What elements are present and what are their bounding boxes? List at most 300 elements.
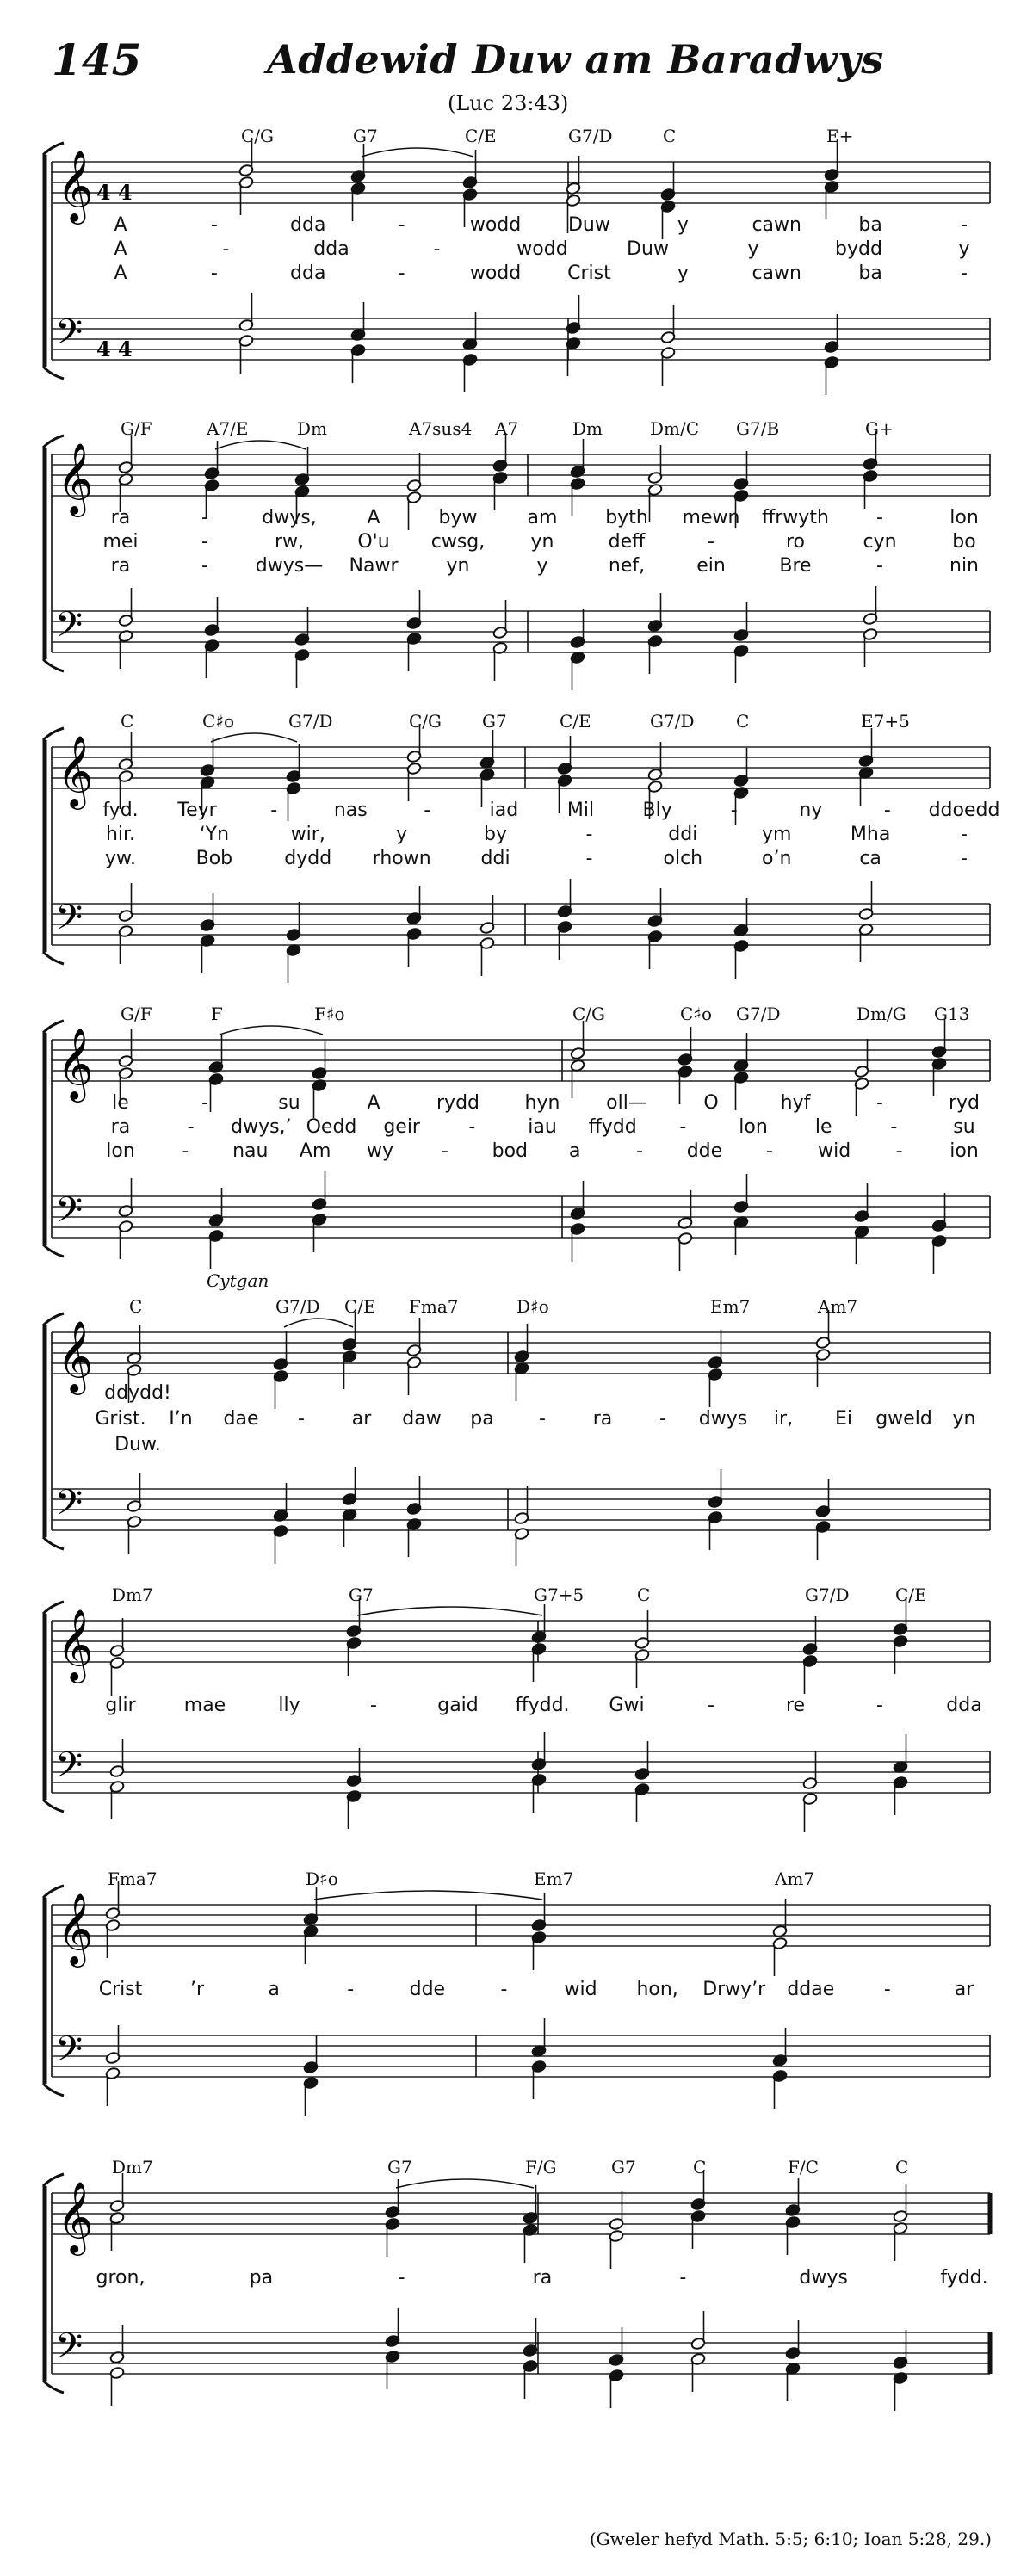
note-icon [570,1222,585,1262]
lyric-syllable: - [222,238,230,260]
chord-symbol: G7 [482,711,507,732]
slur-icon [211,733,297,742]
lyric-syllable: deff [608,531,646,553]
note-icon [109,2211,125,2251]
treble-staff [52,454,990,496]
lyric-syllable: oll— [606,1092,647,1114]
note-icon [514,1486,529,1525]
chord-symbol: G/F [121,1004,152,1024]
lyric-syllable: hir. [105,824,136,845]
lyric-syllable: - [424,800,431,821]
note-icon [286,781,301,821]
chord-symbol: Dm/G [857,1004,906,1024]
note-icon [531,1930,547,1970]
lyric-syllable: Grist. [95,1408,146,1430]
note-icon [570,651,585,690]
chord-symbol: C/G [409,711,442,732]
lyric-syllable: - [539,1408,546,1430]
lyric-syllable: - [201,555,208,577]
chord-symbol: G7+5 [534,1585,585,1605]
lyric-syllable: - [201,1092,208,1114]
lyric-syllable: I’n [169,1408,193,1430]
lyric-syllable: Bly [642,800,672,821]
note-icon [208,1072,224,1112]
lyric-syllable: Nawr [349,555,399,577]
lyric-syllable: Duw. [114,1434,161,1455]
note-icon [342,1350,357,1389]
lyric-syllable: dwys [698,1408,748,1430]
treble-staff [52,1905,990,1946]
note-icon [570,439,585,479]
section-label: Cytgan [207,1270,269,1291]
lyric-syllable: ba [858,214,882,236]
note-icon [479,936,495,976]
note-icon [785,2362,801,2401]
note-icon [479,730,495,769]
note-icon [118,588,133,627]
note-icon [824,355,839,395]
note-icon [690,2352,706,2392]
lyric-syllable: - [961,824,968,845]
lyric-syllable: dwys— [255,555,324,577]
lyric-syllable: rhown [372,848,431,869]
lyric-syllable: - [298,1408,305,1430]
lyric-syllable: dwys [799,2267,848,2289]
chord-symbol: G7/B [736,418,780,439]
note-icon [109,2366,125,2406]
lyric-syllable: y [396,824,408,845]
lyric-syllable: - [679,1116,687,1138]
note-icon [570,609,585,649]
note-icon [204,441,220,480]
chord-symbol: C♯o [680,1004,713,1024]
lyric-syllable: - [636,1140,644,1162]
lyric-syllable: - [441,1140,448,1162]
note-icon [566,337,581,376]
lyric-syllable: - [876,1695,883,1716]
note-icon [557,920,572,960]
note-icon [893,2330,908,2369]
treble-clef-icon: 𝄞 [57,1319,94,1392]
note-icon [492,471,508,510]
lyric-syllable: le [112,1092,129,1114]
lyric-syllable: dae [223,1408,259,1430]
note-icon [647,483,663,522]
note-icon [406,1517,422,1557]
note-icon [273,1524,288,1564]
chord-symbol: G7 [349,1585,374,1605]
note-icon [105,1918,121,1958]
note-icon [609,2191,624,2231]
note-icon [208,1188,224,1227]
note-icon [303,1924,319,1964]
chord-symbol: G/F [121,418,152,439]
note-icon [286,943,301,983]
lyric-syllable: wir, [290,824,325,845]
music-system [0,1579,1033,1838]
treble-staff [52,1621,990,1662]
note-icon [931,1019,947,1059]
note-icon [660,305,676,344]
hymn-title: Addewid Duw am Baradwys [267,36,884,83]
note-icon [462,353,478,392]
chord-symbol: C♯o [202,711,235,732]
note-icon [802,1792,818,1832]
treble-staff [52,2193,990,2234]
lyric-syllable: dda [313,238,349,260]
slur-icon [314,1891,542,1900]
lyric-syllable: A [367,1092,380,1114]
note-icon [208,1229,224,1269]
lyric-syllable: ffrwyth [762,507,829,528]
lyric-syllable: fyd. [102,800,139,821]
note-icon [931,1234,947,1274]
note-icon [531,2018,547,2058]
note-icon [733,1174,749,1214]
note-icon [200,893,215,932]
note-icon [863,627,878,667]
chord-symbol: C/G [572,1004,606,1024]
footnote: (Gweler hefyd Math. 5:5; 6:10; Ioan 5:28, 29.) [589,2529,992,2549]
lyric-syllable: yw. [105,848,136,869]
lyric-syllable: Gwi [609,1695,645,1716]
lyric-syllable: - [961,214,968,236]
chord-symbol: C [637,1585,651,1605]
slur-icon [357,1607,542,1615]
lyric-syllable: dda [946,1695,982,1716]
note-icon [858,881,874,921]
note-icon [647,930,663,969]
note-icon [118,1029,133,1068]
note-icon [863,586,878,626]
note-icon [273,1369,288,1409]
lyric-syllable: Bob [195,848,233,869]
note-icon [931,1193,947,1232]
chord-symbol: C/E [344,1296,376,1317]
chord-symbol: G7/D [275,1296,320,1317]
lyric-syllable: - [890,1116,898,1138]
treble-clef-icon: 𝄞 [57,2180,94,2252]
chord-symbol: A7/E [207,418,249,439]
chord-symbol: Dm7 [112,2157,153,2178]
lyric-syllable: rydd [436,1092,479,1114]
lyric-syllable: Duw [567,214,610,236]
treble-clef-icon: 𝄞 [57,1892,94,1964]
note-icon [350,144,366,183]
lyric-syllable: ffydd. [515,1695,570,1716]
lyric-syllable: nau [232,1140,269,1162]
music-system [0,706,1033,990]
lyric-syllable: mewn [682,507,740,528]
lyric-syllable: - [433,238,441,260]
note-icon [342,1312,357,1351]
lyric-syllable: olch [663,848,703,869]
lyric-syllable: ‘Yn [199,824,230,845]
hymn-header [0,0,1033,120]
music-system [0,120,1033,405]
lyric-syllable: - [679,2267,687,2289]
lyric-syllable: - [500,1979,508,2000]
lyric-syllable: cawn [752,263,801,284]
lyric-syllable: y [677,263,689,284]
bass-clef-icon: 𝄢 [55,604,84,654]
lyric-syllable: - [883,800,891,821]
hymn-number: 145 [52,34,142,85]
lyric-syllable: - [270,800,278,821]
note-icon [531,1604,547,1644]
lyric-syllable: - [659,1408,666,1430]
chord-symbol: Dm [572,418,603,439]
bass-staff [52,1751,990,1793]
lyric-syllable: hyf [780,1092,811,1114]
chord-symbol: F/C [788,2157,819,2178]
note-icon [492,600,508,639]
bass-clef-icon: 𝄢 [55,897,84,947]
bass-clef-icon: 𝄢 [55,1745,84,1795]
chord-symbol: G7/D [650,711,695,732]
slur-icon [362,148,473,157]
lyric-syllable: byw [438,507,478,528]
treble-staff [52,1040,990,1081]
chord-symbol: C/G [241,126,275,146]
chord-symbol: E7+5 [861,711,910,732]
lyric-syllable: iad [489,800,519,821]
lyric-syllable: dda [290,214,326,236]
lyric-syllable: by [484,824,508,845]
treble-staff [52,162,990,203]
treble-staff [52,747,990,788]
note-icon [118,629,133,669]
note-icon [523,2318,538,2357]
note-icon [733,1033,749,1072]
slur-icon [215,441,306,449]
lyric-syllable: - [398,263,405,284]
lyric-syllable: Oedd [306,1116,357,1138]
lyric-syllable: dde [409,1979,446,2000]
note-icon [893,1776,908,1815]
note-icon [863,469,878,509]
note-icon [824,314,839,354]
note-icon [312,1171,327,1211]
note-icon [462,312,478,351]
note-icon [772,2069,788,2109]
lyric-syllable: lon [106,1140,135,1162]
note-icon [733,451,749,491]
note-icon [523,2359,538,2399]
note-icon [109,1618,125,1658]
note-icon [127,1473,142,1513]
note-icon [733,1215,749,1255]
note-icon [854,1183,869,1223]
chord-symbol: G7 [353,126,378,146]
lyric-syllable: dde [686,1140,723,1162]
slur-icon [396,2179,534,2188]
note-icon [350,302,366,342]
lyric-syllable: ra [110,1116,131,1138]
lyric-syllable: y [958,238,970,260]
lyric-syllable: ym [761,824,792,845]
treble-clef-icon: 𝄞 [57,442,94,514]
chord-symbol: D♯o [306,1869,338,1889]
lyric-syllable: - [398,214,405,236]
note-icon [858,728,874,768]
lyric-syllable: y [747,238,759,260]
note-icon [385,2179,400,2219]
lyric-syllable: - [961,263,968,284]
note-icon [557,879,572,918]
chord-symbol: C/E [560,711,591,732]
note-icon [406,453,422,492]
lyric-syllable: wodd [516,238,568,260]
lyric-syllable: y [536,555,548,577]
lyric-syllable: ’r [190,1979,205,2000]
note-icon [346,1636,362,1676]
chord-symbol: Dm [297,418,327,439]
note-icon [634,1610,650,1650]
note-icon [406,1476,422,1516]
lyric-syllable: dwys, [262,507,317,528]
lyric-syllable: ffydd [588,1116,637,1138]
note-icon [406,886,422,925]
treble-clef-icon: 𝄞 [57,734,94,806]
lyric-syllable: ddi [668,824,698,845]
note-icon [931,1057,947,1096]
lyric-syllable: - [347,1979,355,2000]
note-icon [523,2223,538,2263]
note-icon [677,1232,693,1271]
lyric-syllable: A [114,263,127,284]
chord-symbol: A7sus4 [409,418,473,439]
lyric-syllable: wid [564,1979,597,2000]
chord-symbol: Em7 [710,1296,751,1317]
lyric-syllable: pa [249,2267,274,2289]
note-icon [406,762,422,801]
chord-symbol: Fma7 [409,1296,459,1317]
treble-clef-icon: 𝄞 [57,149,94,221]
lyric-syllable: bo [952,531,976,553]
lyric-syllable: - [708,531,714,553]
note-icon [204,597,220,637]
lyric-syllable: nin [949,555,979,577]
lyric-syllable: fydd. [940,2267,988,2289]
note-icon [350,182,366,221]
lyric-syllable: a [568,1140,581,1162]
lyric-syllable: - [370,1695,377,1716]
note-icon [785,2215,801,2255]
note-icon [634,1648,650,1688]
chord-symbol: C/E [895,1585,927,1605]
note-icon [677,1065,693,1104]
note-icon [118,883,133,923]
lyric-syllable: Ei [834,1408,853,1430]
treble-clef-icon: 𝄞 [57,1027,94,1099]
lyric-syllable: - [883,1979,891,2000]
lyric-syllable: le [814,1116,832,1138]
bass-staff [52,318,990,360]
lyric-syllable: - [876,1092,883,1114]
lyric-syllable: iau [528,1116,557,1138]
note-icon [893,2221,908,2261]
music-system [0,1863,1033,2122]
lyric-syllable: - [468,1116,476,1138]
note-icon [570,1021,585,1060]
chord-symbol: Am7 [818,1296,858,1317]
lyric-syllable: pa [470,1408,494,1430]
lyric-syllable: - [201,531,208,553]
note-icon [772,2028,788,2067]
note-icon [406,927,422,967]
chord-symbol: C [121,711,134,732]
slur-icon [284,1319,353,1327]
note-icon [609,2327,624,2367]
lyric-syllable: cyn [863,531,897,553]
note-icon [514,1362,529,1401]
lyric-syllable: - [210,263,218,284]
note-icon [660,200,676,239]
lyric-syllable: hon, [636,1979,678,2000]
note-icon [385,2308,400,2348]
lyric-syllable: Crist [567,263,611,284]
note-icon [893,1634,908,1674]
note-icon [286,902,301,942]
lyric-syllable: nef, [608,555,646,577]
note-icon [733,939,749,979]
lyric-syllable: ddydd! [104,1382,171,1404]
lyric-syllable: - [585,848,593,869]
chord-symbol: A7 [495,418,519,439]
note-icon [609,2369,624,2408]
note-icon [294,648,310,688]
lyric-syllable: ddae [787,1979,835,2000]
time-signature-icon: 4 4 [96,337,133,361]
lyric-syllable: ir, [773,1408,794,1430]
note-icon [406,1356,422,1395]
note-icon [647,742,663,781]
lyric-syllable: bydd [835,238,882,260]
lyric-syllable: lon [739,1116,768,1138]
note-icon [660,346,676,386]
note-icon [208,1035,224,1074]
note-icon [109,1656,125,1696]
note-icon [733,1071,749,1110]
chord-symbol: F/G [525,2157,557,2178]
note-icon [127,1325,142,1365]
lyric-syllable: dwys,’ [231,1116,292,1138]
chord-symbol: C [736,711,750,732]
chord-symbol: Fma7 [108,1869,158,1889]
note-icon [105,2066,121,2106]
note-icon [286,744,301,783]
lyric-syllable: yn [530,531,554,553]
lyric-syllable: - [765,1140,773,1162]
note-icon [634,1782,650,1822]
chord-symbol: G7 [387,2157,412,2178]
note-icon [406,1318,422,1357]
note-icon [312,1213,327,1252]
lyric-syllable: - [210,214,218,236]
note-icon [346,1789,362,1829]
lyric-syllable: glir [105,1695,136,1716]
note-icon [514,1324,529,1363]
bass-staff [52,1489,990,1530]
lyric-syllable: ryd [948,1092,980,1114]
bass-clef-icon: 𝄢 [55,1189,84,1239]
chord-symbol: Em7 [534,1869,574,1889]
chord-symbol: C [663,126,677,146]
note-icon [342,1467,357,1506]
note-icon [406,632,422,671]
lyric-syllable: gaid [437,1695,479,1716]
